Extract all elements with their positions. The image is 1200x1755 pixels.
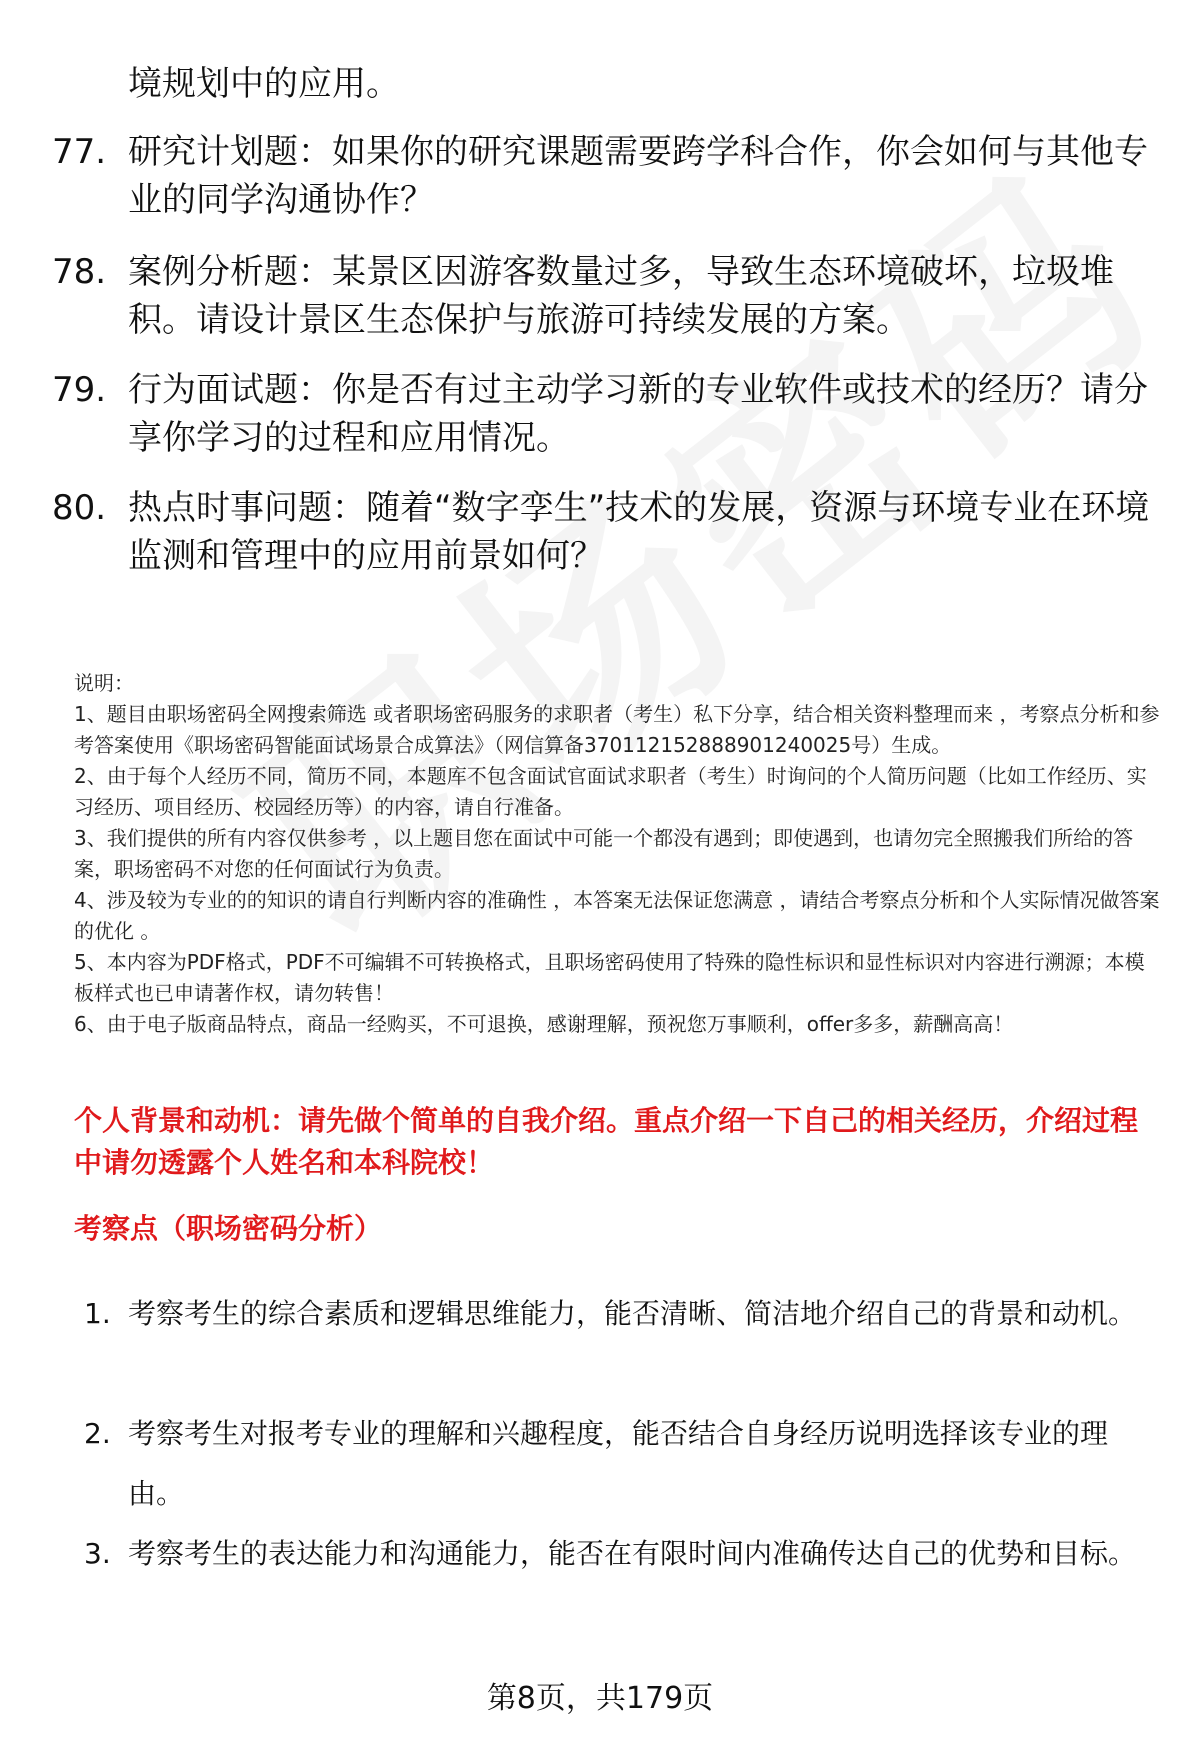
question-80 [52, 484, 1162, 580]
question-77 [52, 128, 1162, 224]
note-item: 4、涉及较为专业的的知识的请自行判断内容的准确性 ，本答案无法保证您满意 ，请结合考察点分析和个人实际情况做答案的优化 。 [74, 888, 1160, 943]
question-78 [52, 248, 1162, 344]
notes-title: 说明： [74, 671, 134, 695]
note-item: 5、本内容为PDF格式，PDF不可编辑不可转换格式，且职场密码使用了特殊的隐性标识和显性标识对内容进行溯源；本模板样式也已申请著作权，请勿转售！ [74, 950, 1145, 1005]
analysis-heading: 考察点（职场密码分析） [74, 1212, 383, 1245]
question-number: 78. [52, 252, 107, 292]
point-number: 3. [84, 1537, 111, 1570]
question-number: 79. [52, 370, 107, 410]
analysis-point-3 [84, 1524, 1144, 1584]
question-text: 案例分析题：某景区因游客数量过多，导致生态环境破坏，垃圾堆积。请设计景区生态保护与旅游可持续发展的方案。 [128, 252, 1114, 340]
question-text: 热点时事问题：随着“数字孪生”技术的发展，资源与环境专业在环境监测和管理中的应用前景如何？ [128, 488, 1150, 576]
point-text: 考察考生的综合素质和逻辑思维能力，能否清晰、简洁地介绍自己的背景和动机。 [128, 1297, 1137, 1330]
continuation-text: 境规划中的应用。 [128, 64, 400, 104]
question-79 [52, 366, 1162, 462]
note-item: 3、我们提供的所有内容仅供参考 ，以上题目您在面试中可能一个都没有遇到；即使遇到，也请勿完全照搬我们所给的答案，职场密码不对您的任何面试行为负责。 [74, 826, 1134, 881]
page-footer: 第8页，共179页 [486, 1681, 714, 1716]
point-number: 2. [84, 1417, 111, 1450]
point-text: 考察考生对报考专业的理解和兴趣程度，能否结合自身经历说明选择该专业的理由。 [128, 1417, 1109, 1510]
note-item: 6、由于电子版商品特点，商品一经购买，不可退换，感谢理解，预祝您万事顺利，offer多多，薪酬高高！ [74, 1012, 1014, 1036]
analysis-point-1 [84, 1284, 1144, 1344]
analysis-point-2 [84, 1404, 1144, 1524]
point-number: 1. [84, 1297, 111, 1330]
background-question: 个人背景和动机：请先做个简单的自我介绍。重点介绍一下自己的相关经历，介绍过程中请勿透露个人姓名和本科院校！ [74, 1104, 1139, 1179]
disclaimer-notes [74, 668, 1160, 1040]
question-text: 行为面试题：你是否有过主动学习新的专业软件或技术的经历？请分享你学习的过程和应用情况。 [128, 370, 1148, 458]
question-text: 研究计划题：如果你的研究课题需要跨学科合作，你会如何与其他专业的同学沟通协作？ [128, 132, 1148, 220]
point-text: 考察考生的表达能力和沟通能力，能否在有限时间内准确传达自己的优势和目标。 [128, 1537, 1137, 1570]
question-number: 80. [52, 488, 107, 528]
question-number: 77. [52, 132, 107, 172]
note-item: 2、由于每个人经历不同，简历不同，本题库不包含面试官面试求职者（考生）时询问的个人简历问题（比如工作经历、实习经历、项目经历、校园经历等）的内容，请自行准备。 [74, 764, 1147, 819]
note-item: 1、题目由职场密码全网搜索筛选 或者职场密码服务的求职者（考生）私下分享，结合相关资料整理而来 ，考察点分析和参考答案使用《职场密码智能面试场景合成算法》（网信算备370112152888901240025号）生成。 [74, 702, 1160, 757]
